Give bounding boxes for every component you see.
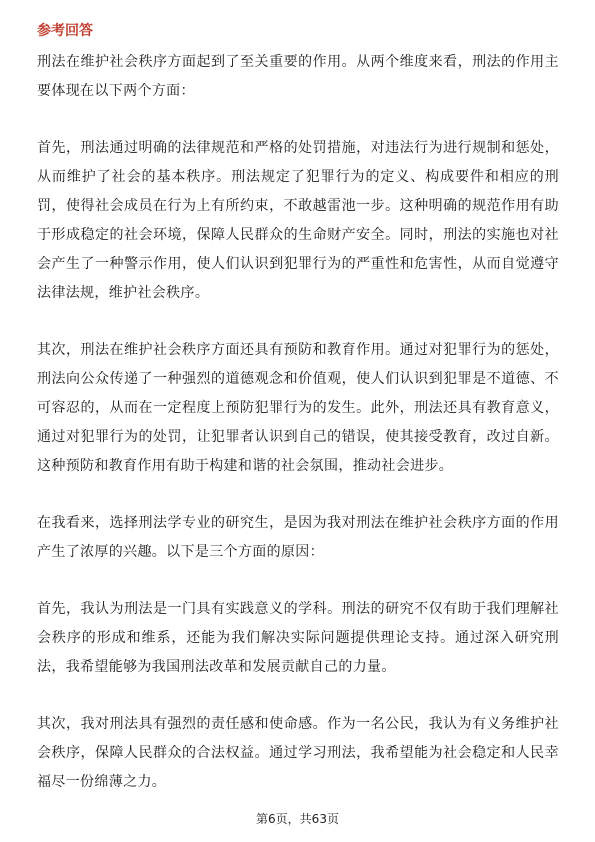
section-heading: 参考回答 — [37, 23, 93, 39]
paragraph-second-aspect: 其次，刑法在维护社会秩序方面还具有预防和教育作用。通过对犯罪行为的惩处，刑法向公众传递了一种强烈的道德观念和价值观，使人们认识到犯罪是不道德、不可容忍的，从而在一定程度上预防犯罪行为的发生。此外，刑法还具有教育意义，通过对犯罪行为的处罚，让犯罪者认识到自己的错误，使其接受教育，改过自新。这种预防和教育作用有助于构建和谐的社会氛围，推动社会进步。 — [37, 342, 559, 474]
answer-body — [37, 48, 559, 825]
page-number: 第6页，共63页 — [256, 812, 339, 826]
paragraph-intro: 刑法在维护社会秩序方面起到了至关重要的作用。从两个维度来看，刑法的作用主要体现在以下两个方面： — [37, 54, 559, 99]
paragraph-first-aspect: 首先，刑法通过明确的法律规范和严格的处罚措施，对违法行为进行规制和惩处，从而维护了社会的基本秩序。刑法规定了犯罪行为的定义、构成要件和相应的刑罚，使得社会成员在行为上有所约束，不敢越雷池一步。这种明确的规范作用有助于形成稳定的社会环境，保障人民群众的生命财产安全。同时，刑法的实施也对社会产生了一种警示作用，使人们认识到犯罪行为的严重性和危害性，从而自觉遵守法律法规，维护社会秩序。 — [37, 140, 559, 301]
paragraph-reason-two: 其次，我对刑法具有强烈的责任感和使命感。作为一名公民，我认为有义务维护社会秩序，保障人民群众的合法权益。通过学习刑法，我希望能为社会稳定和人民幸福尽一份绵薄之力。 — [37, 716, 559, 790]
paragraph-reason-intro: 在我看来，选择刑法学专业的研究生，是因为我对刑法在维护社会秩序方面的作用产生了浓厚的兴趣。以下是三个方面的原因： — [37, 515, 559, 560]
paragraph-reason-one: 首先，我认为刑法是一门具有实践意义的学科。刑法的研究不仅有助于我们理解社会秩序的形成和维系，还能为我们解决实际问题提供理论支持。通过深入研究刑法，我希望能够为我国刑法改革和发展贡献自己的力量。 — [37, 601, 559, 675]
